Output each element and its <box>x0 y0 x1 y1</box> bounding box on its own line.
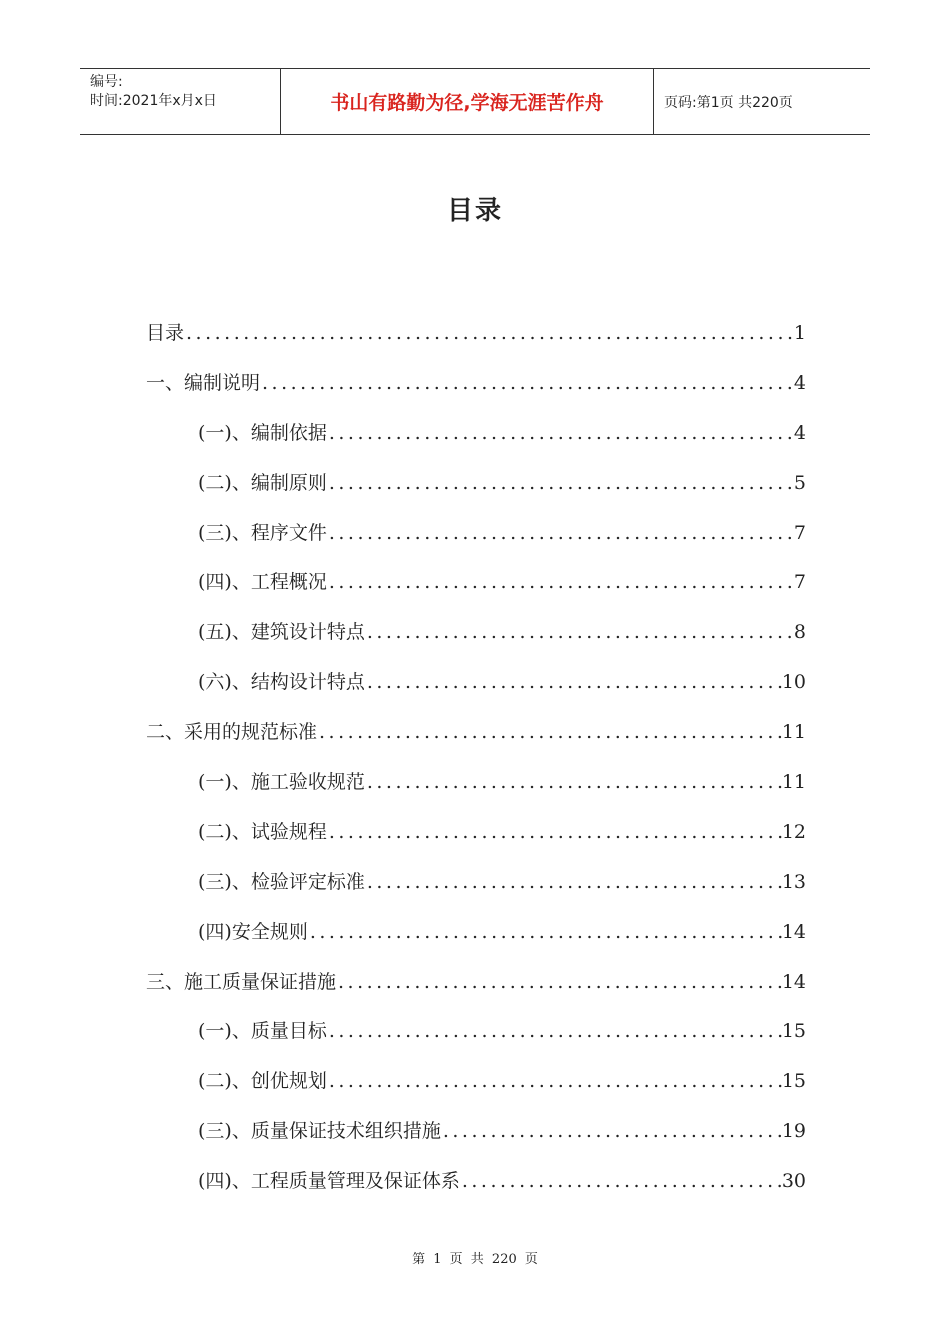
toc-entry-page-number: 7 <box>793 521 806 544</box>
toc-entry-page-number: 4 <box>793 421 806 444</box>
toc-entry[interactable] <box>146 1016 806 1066</box>
toc-entry[interactable] <box>146 717 806 767</box>
toc-entry-title: (四)安全规则 <box>198 920 308 943</box>
document-date: 时间:2021年x月x日 <box>90 93 217 109</box>
toc-entry[interactable] <box>146 318 806 368</box>
toc-leader-dots <box>327 472 794 494</box>
toc-entry-title: (一)、施工验收规范 <box>198 771 365 794</box>
toc-entry-page-number: 11 <box>781 721 806 744</box>
toc-entry[interactable] <box>146 917 806 967</box>
toc-entry[interactable] <box>146 817 806 867</box>
toc-entry-page-number: 4 <box>793 371 806 394</box>
toc-entry[interactable] <box>146 567 806 617</box>
table-of-contents <box>146 318 806 1216</box>
toc-entry-title: (六)、结构设计特点 <box>198 671 365 694</box>
page-footer: 第 1 页 共 220 页 <box>412 1252 538 1267</box>
toc-entry[interactable] <box>146 617 806 667</box>
toc-leader-dots <box>365 771 782 793</box>
toc-entry-title: (四)、工程概况 <box>198 571 327 594</box>
toc-entry-title: (五)、建筑设计特点 <box>198 621 365 644</box>
header-motto: 书山有路勤为径,学海无涯苦作舟 <box>281 69 654 134</box>
toc-entry[interactable] <box>146 368 806 418</box>
toc-leader-dots <box>327 422 794 444</box>
toc-entry-title: (一)、质量目标 <box>198 1020 327 1043</box>
header-page-info: 页码:第1页 共220页 <box>664 94 793 111</box>
toc-entry[interactable] <box>146 1116 806 1166</box>
toc-entry-title: (四)、工程质量管理及保证体系 <box>198 1170 460 1193</box>
toc-entry[interactable] <box>146 1066 806 1116</box>
document-header <box>80 68 870 135</box>
toc-entry-page-number: 13 <box>781 870 806 893</box>
toc-entry[interactable] <box>146 967 806 1017</box>
toc-entry[interactable] <box>146 667 806 717</box>
toc-leader-dots <box>327 571 794 593</box>
toc-entry-page-number: 15 <box>781 1020 806 1043</box>
toc-entry-page-number: 15 <box>781 1070 806 1093</box>
toc-leader-dots <box>260 372 794 394</box>
toc-entry-title: (三)、程序文件 <box>198 521 327 544</box>
toc-entry-page-number: 11 <box>781 771 806 794</box>
toc-entry[interactable] <box>146 418 806 468</box>
document-number-label: 编号: <box>90 74 123 90</box>
toc-leader-dots <box>365 621 794 643</box>
toc-entry-page-number: 7 <box>793 571 806 594</box>
toc-entry-title: (三)、质量保证技术组织措施 <box>198 1120 441 1143</box>
toc-entry-page-number: 10 <box>781 671 806 694</box>
toc-leader-dots <box>327 1070 782 1092</box>
toc-entry-title: (一)、编制依据 <box>198 421 327 444</box>
toc-entry-page-number: 14 <box>781 970 806 993</box>
toc-entry-title: 二、采用的规范标准 <box>146 721 318 744</box>
toc-entry-page-number: 8 <box>793 621 806 644</box>
toc-entry-page-number: 5 <box>793 471 806 494</box>
toc-entry[interactable] <box>146 468 806 518</box>
toc-entry-page-number: 12 <box>781 820 806 843</box>
toc-leader-dots <box>365 871 782 893</box>
toc-leader-dots <box>365 671 782 693</box>
toc-entry-page-number: 1 <box>793 322 806 344</box>
toc-leader-dots <box>327 522 794 544</box>
toc-entry-title: (三)、检验评定标准 <box>198 870 365 893</box>
toc-entry[interactable] <box>146 867 806 917</box>
toc-leader-dots <box>441 1120 782 1142</box>
toc-leader-dots <box>327 821 782 843</box>
toc-leader-dots <box>317 721 782 743</box>
toc-entry-page-number: 19 <box>781 1120 806 1143</box>
toc-entry[interactable] <box>146 518 806 568</box>
toc-entry-title: 目录 <box>146 322 185 344</box>
toc-entry-title: 一、编制说明 <box>146 371 261 394</box>
toc-leader-dots <box>336 971 782 993</box>
toc-entry[interactable] <box>146 1166 806 1216</box>
toc-entry-page-number: 30 <box>781 1170 806 1193</box>
toc-entry-page-number: 14 <box>781 920 806 943</box>
header-meta <box>80 69 281 134</box>
toc-entry-title: (二)、试验规程 <box>198 820 327 843</box>
toc-leader-dots <box>308 921 782 943</box>
toc-leader-dots <box>460 1170 782 1192</box>
toc-entry-title: (二)、编制原则 <box>198 471 327 494</box>
toc-leader-dots <box>327 1020 782 1042</box>
toc-entry-title: 三、施工质量保证措施 <box>146 970 337 993</box>
toc-entry-title: (二)、创优规划 <box>198 1070 327 1093</box>
toc-entry[interactable] <box>146 767 806 817</box>
toc-leader-dots <box>184 322 794 344</box>
page-title: 目录 <box>446 196 503 226</box>
